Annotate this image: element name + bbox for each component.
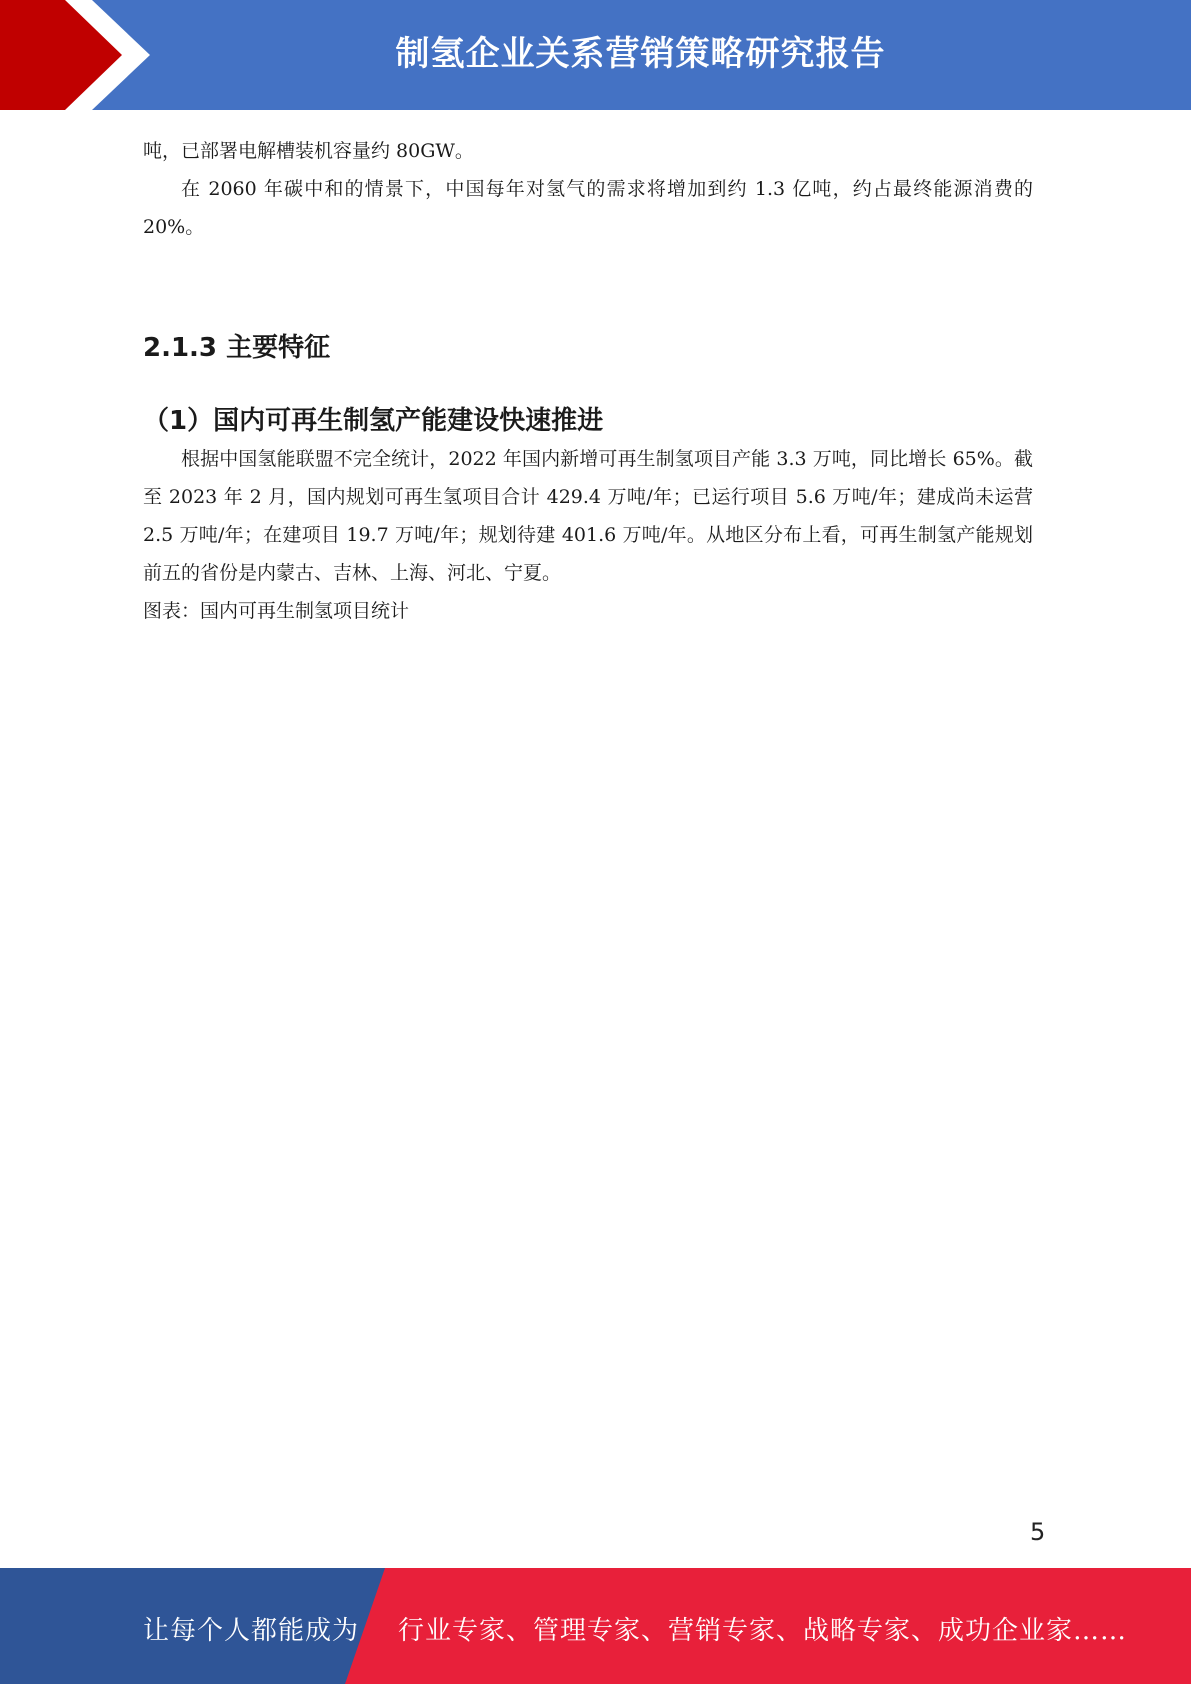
page-number: 5 bbox=[1030, 1518, 1046, 1546]
page-header bbox=[0, 0, 1191, 110]
footer-slogan-left: 让每个人都能成为 bbox=[143, 1616, 360, 1646]
figure-caption: 图表：国内可再生制氢项目统计 bbox=[143, 600, 410, 622]
paragraph-capacity-statistics: 根据中国氢能联盟不完全统计，2022 年国内新增可再生制氢项目产能 3.3 万吨，同比增长 65%。截至 2023 年 2 月，国内规划可再生氢项目合计 429.4 万吨/年；已运行项目 5.6 万吨/年；建成尚未运营 2.5 万吨/年；在建项目 19.7 万吨/年；规划待建 401.6 万吨/年。从地区分布上看，可再生制氢产能规划前五的省份是内蒙古、吉林、上海、河北、宁夏。 bbox=[143, 448, 1033, 584]
footer-slogan-right: 行业专家、管理专家、营销专家、战略专家、成功企业家…… bbox=[398, 1616, 1128, 1646]
section-heading: 2.1.3 主要特征 bbox=[143, 333, 331, 363]
report-title: 制氢企业关系营销策略研究报告 bbox=[395, 34, 886, 74]
page-footer bbox=[0, 1568, 1191, 1684]
subsection-heading: （1）国内可再生制氢产能建设快速推进 bbox=[143, 406, 604, 436]
page-content bbox=[143, 132, 1033, 630]
paragraph-carbon-neutral: 在 2060 年碳中和的情景下，中国每年对氢气的需求将增加到约 1.3 亿吨，约占最终能源消费的 20%。 bbox=[143, 178, 1033, 238]
paragraph-continued: 吨，已部署电解槽装机容量约 80GW。 bbox=[143, 140, 474, 162]
